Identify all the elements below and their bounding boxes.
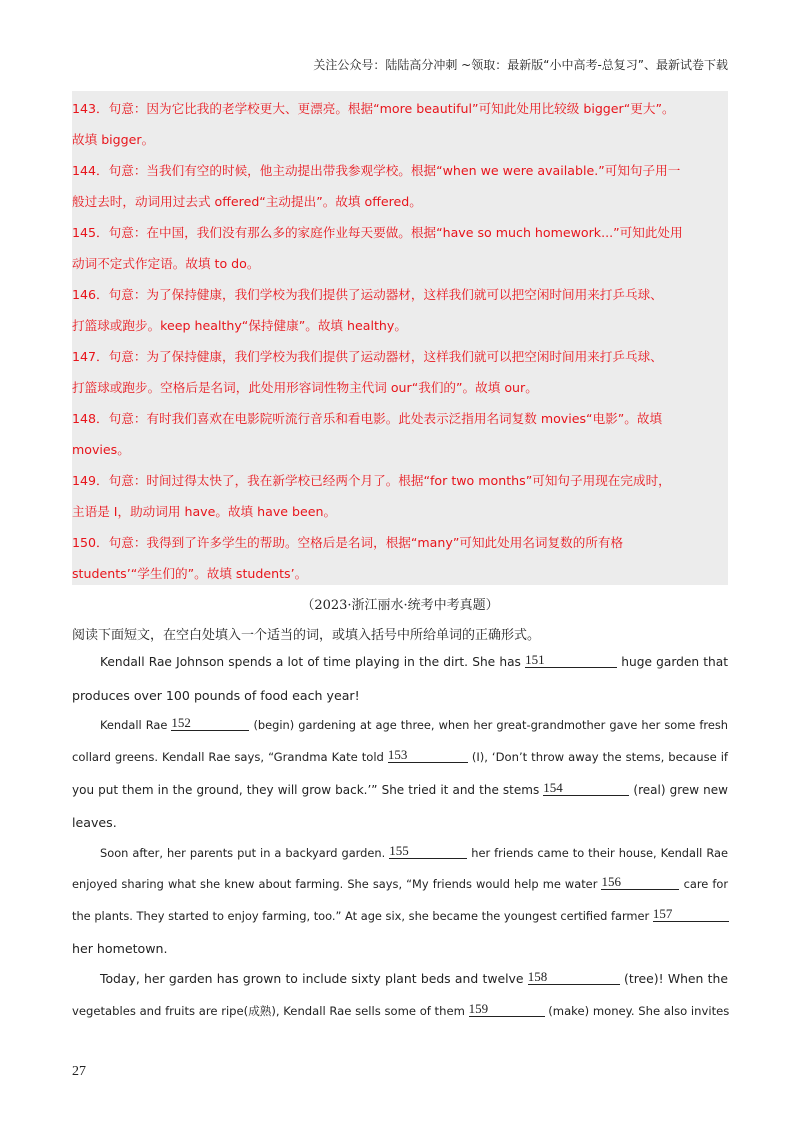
passage-text: care for (683, 877, 729, 891)
passage-text: Today, her garden has grown to include sixty plant beds and twelve (100, 971, 524, 986)
passage-text: Kendall Rae Johnson spends a lot of time playing in the dirt. She has (100, 655, 521, 669)
page-number: 27 (72, 1064, 86, 1079)
answer-line: 147．句意：为了保持健康，我们学校为我们提供了运动器材，这样我们就可以把空闲时间用来打乒乓球、 (72, 349, 663, 364)
passage-line: leaves. (72, 815, 117, 830)
passage-line (100, 652, 729, 670)
answer-line: 143．句意：因为它比我的老学校更大、更漂亮。根据“more beautiful”可知此处用比较级 bigger“更大”。 (72, 101, 675, 116)
passage-line (72, 747, 728, 765)
answer-line: 打篮球或跑步。空格后是名词，此处用形容词性物主代词 our“我们的”。故填 our。 (72, 380, 538, 395)
blank-158[interactable]: 158 (528, 970, 620, 985)
blank-151[interactable]: 151 (525, 653, 617, 668)
passage-line (72, 1003, 728, 1019)
passage-text: you put them in the ground, they will grow back.’” She tried it and the stems (72, 783, 540, 797)
passage-line (100, 971, 728, 987)
page-header: 关注公众号：陆陆高分冲刺 ~领取：最新版“小中高考-总复习”、最新试卷下载 (313, 58, 728, 72)
blank-159[interactable]: 159 (469, 1002, 545, 1017)
passage-line: her hometown. (72, 941, 168, 956)
passage-text: huge garden that (621, 655, 729, 669)
blank-155[interactable]: 155 (389, 844, 467, 859)
passage-text: her friends came to their house, Kendall Rae (471, 846, 728, 860)
passage-text: (begin) gardening at age three, when her great-grandmother gave her some fresh (253, 718, 729, 732)
answer-line: 故填 bigger。 (72, 132, 155, 147)
answer-line: 主语是 I，助动词用 have。故填 have been。 (72, 504, 337, 519)
blank-156[interactable]: 156 (601, 875, 679, 890)
answer-line: 动词不定式作定语。故填 to do。 (72, 256, 260, 271)
passage-text: (tree)! When the (624, 971, 728, 986)
answer-explanations (72, 91, 728, 585)
section-title: （2023·浙江丽水·统考中考真题） (301, 598, 499, 613)
passage-line (100, 715, 729, 733)
answer-line: 146．句意：为了保持健康，我们学校为我们提供了运动器材，这样我们就可以把空闲时间用来打乒乓球、 (72, 287, 663, 302)
blank-152[interactable]: 152 (171, 716, 249, 731)
answer-line: students’“学生们的”。故填 students’。 (72, 566, 308, 581)
blank-157[interactable]: 157 (653, 907, 729, 922)
passage-line (100, 843, 728, 861)
instruction-text: 阅读下面短文，在空白处填入一个适当的词，或填入括号中所给单词的正确形式。 (72, 628, 541, 643)
passage-text: Kendall Rae (100, 718, 168, 732)
blank-154[interactable]: 154 (543, 781, 629, 796)
answer-line: 般过去时，动词用过去式 offered“主动提出”。故填 offered。 (72, 194, 422, 209)
passage-text: collard greens. Kendall Rae says, “Grandma Kate told (72, 750, 384, 764)
answer-line: 144．句意：当我们有空的时候，他主动提出带我参观学校。根据“when we were available.”可知句子用一 (72, 163, 681, 178)
answer-line: 145．句意：在中国，我们没有那么多的家庭作业每天要做。根据“have so much homework...”可知此处用 (72, 225, 683, 240)
answer-line: 149．句意：时间过得太快了，我在新学校已经两个月了。根据“for two months”可知句子用现在完成时， (72, 473, 671, 488)
passage-text: enjoyed sharing what she knew about farming. She says, “My friends would help me water (72, 877, 598, 891)
answer-line: 150．句意：我得到了许多学生的帮助。空格后是名词，根据“many”可知此处用名词复数的所有格 (72, 535, 624, 550)
passage-line (72, 780, 728, 798)
answer-line: 148．句意：有时我们喜欢在电影院听流行音乐和看电影。此处表示泛指用名词复数 movies“电影”。故填 (72, 411, 663, 426)
passage-line (72, 874, 729, 892)
answer-line: movies。 (72, 442, 130, 457)
passage-text: (I), ‘Don’t throw away the stems, because if (471, 750, 728, 764)
passage-line: produces over 100 pounds of food each year! (72, 688, 360, 703)
blank-153[interactable]: 153 (388, 748, 468, 763)
passage-text: the plants. They started to enjoy farming, too.” At age six, she became the youngest certified farmer (72, 909, 650, 923)
answer-line: 打篮球或跑步。keep healthy“保持健康”。故填 healthy。 (72, 318, 407, 333)
passage-line (72, 906, 728, 924)
passage-text: vegetables and fruits are ripe(成熟), Kendall Rae sells some of them (72, 1004, 465, 1018)
passage-text: (real) grew new (633, 783, 728, 797)
passage-text: Soon after, her parents put in a backyard garden. (100, 846, 386, 860)
passage-text: (make) money. She also invites (548, 1004, 730, 1018)
